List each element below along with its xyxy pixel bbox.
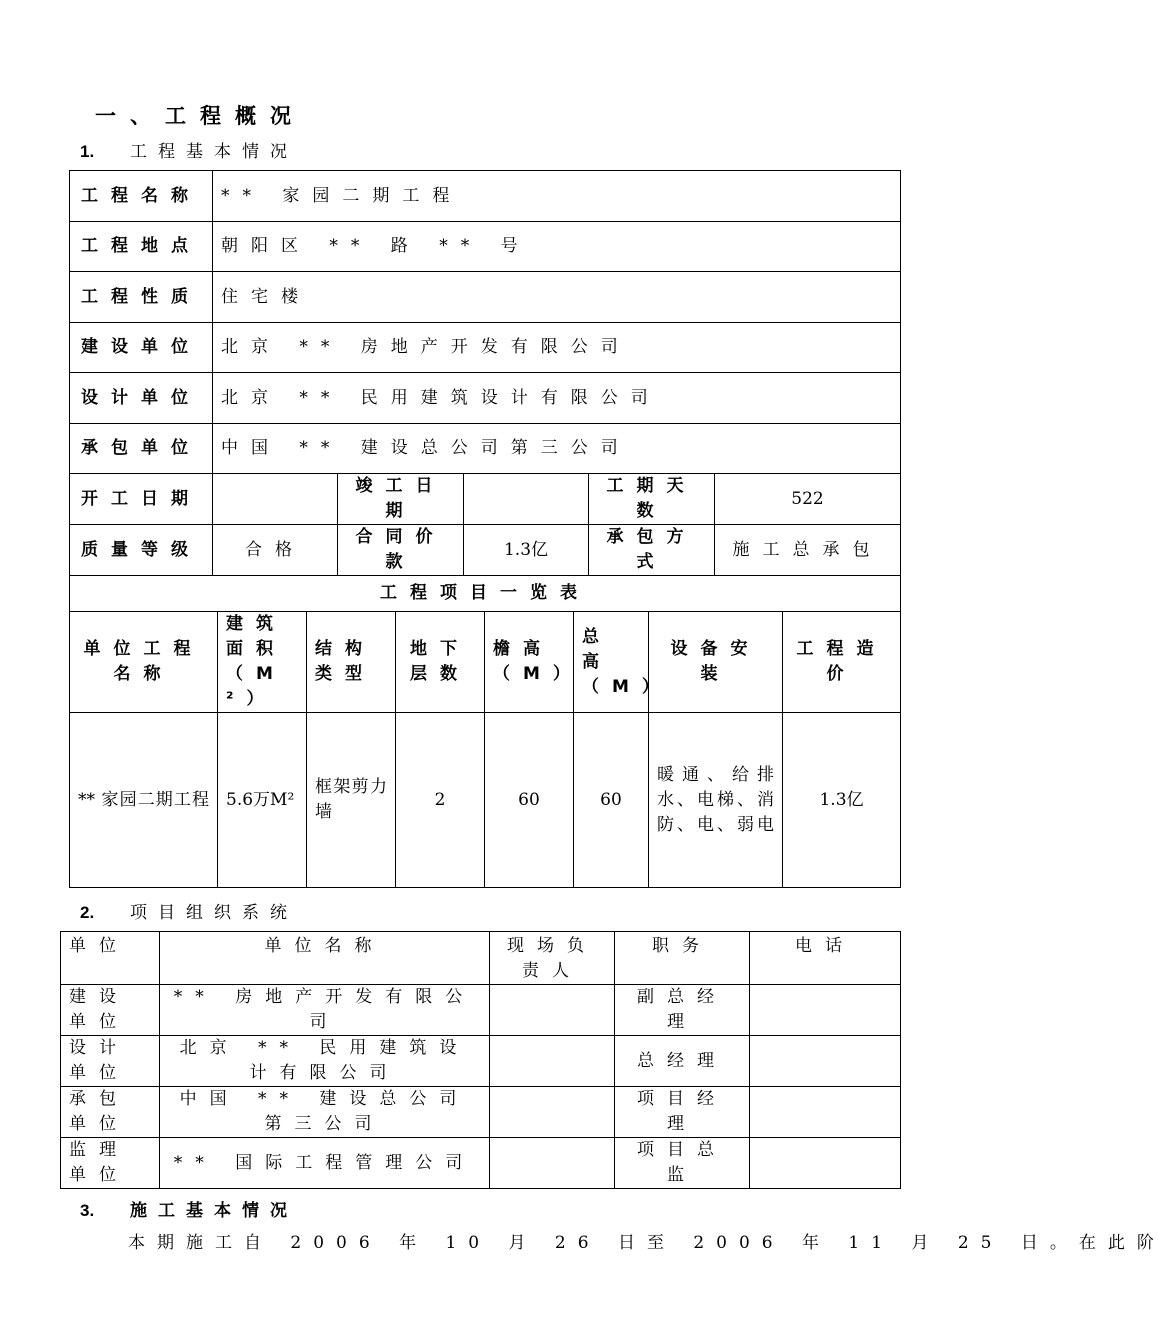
org-row-2-unit: 设计单位 (61, 1036, 160, 1087)
header-unit-name: 单位工程名称 (70, 612, 218, 713)
section-2-title: 项目组织系统 (130, 903, 298, 923)
project-name-value: ** 家园二期工程 (213, 171, 901, 222)
owner-label: 建设单位 (70, 323, 213, 373)
row-basement: 2 (396, 713, 485, 888)
header-cost: 工程造价 (783, 612, 901, 713)
org-row-4-phone (750, 1138, 901, 1189)
row-area: 5.6万M² (218, 713, 307, 888)
org-row-1-manager (490, 985, 615, 1036)
quality-value: 合格 (213, 525, 338, 576)
owner-value: 北京 ** 房地产开发有限公司 (213, 323, 901, 373)
designer-label: 设计单位 (70, 373, 213, 424)
row-cost: 1.3亿 (783, 713, 901, 888)
end-date-label: 竣工日期 (338, 474, 464, 525)
org-header-position: 职务 (615, 932, 750, 985)
org-row-3-manager (490, 1087, 615, 1138)
org-row-3-name: 中国 ** 建设总公司第三公司 (160, 1087, 490, 1138)
nature-label: 工程性质 (70, 272, 213, 323)
basic-info-table (69, 170, 901, 576)
header-equipment: 设备安装 (649, 612, 783, 713)
org-row-3-position: 项目经理 (615, 1087, 750, 1138)
project-items-table (69, 575, 901, 888)
org-row-4-unit: 监理单位 (61, 1138, 160, 1189)
org-row-1-phone (750, 985, 901, 1036)
items-table-title: 工程项目一览表 (70, 576, 901, 612)
start-date-value (213, 474, 338, 525)
nature-value: 住宅楼 (213, 272, 901, 323)
quality-label: 质量等级 (70, 525, 213, 576)
location-label: 工程地点 (70, 222, 213, 272)
row-total-height: 60 (574, 713, 649, 888)
org-row-1-name: ** 房地产开发有限公司 (160, 985, 490, 1036)
section-3-title: 施工基本情况 (130, 1201, 298, 1221)
org-header-site-manager: 现场负责人 (490, 932, 615, 985)
end-date-value (464, 474, 589, 525)
org-row-1-unit: 建设单位 (61, 985, 160, 1036)
header-total-height: 总高（M） (574, 612, 649, 713)
org-header-unit-name: 单位名称 (160, 932, 490, 985)
start-date-label: 开工日期 (70, 474, 213, 525)
designer-value: 北京 ** 民用建筑设计有限公司 (213, 373, 901, 424)
row-structure: 框架剪力墙 (307, 713, 396, 888)
org-row-4-manager (490, 1138, 615, 1189)
org-row-3-phone (750, 1087, 901, 1138)
contract-price-label: 合同价款 (338, 525, 464, 576)
section-3-number: 3. (80, 1201, 95, 1220)
contract-mode-value: 施工总承包 (715, 525, 901, 576)
org-row-2-position: 总经理 (615, 1036, 750, 1087)
duration-value: 522 (715, 474, 901, 525)
contractor-value: 中国 ** 建设总公司第三公司 (213, 424, 901, 474)
header-area: 建筑面积（M²） (218, 612, 307, 713)
construction-paragraph: 本期施工自 2006 年 10 月 26 日至 2006 年 11 月 25 日。在此阶 (128, 1233, 1166, 1253)
location-value: 朝阳区 ** 路 ** 号 (213, 222, 901, 272)
org-row-2-name: 北京 ** 民用建筑设计有限公司 (160, 1036, 490, 1087)
section-1-title: 工程基本情况 (130, 142, 298, 162)
header-basement: 地下层数 (396, 612, 485, 713)
duration-label: 工期天数 (589, 474, 715, 525)
project-name-label: 工程名称 (70, 171, 213, 222)
section-1-heading (80, 137, 298, 162)
header-eave-height: 檐高（M） (485, 612, 574, 713)
contract-price-value: 1.3亿 (464, 525, 589, 576)
document-heading: 一、工程概况 (95, 104, 305, 128)
section-3-heading (80, 1196, 298, 1221)
header-structure: 结构类型 (307, 612, 396, 713)
row-equipment: 暖通、给排水、电梯、消防、电、弱电 (649, 713, 783, 888)
org-row-2-manager (490, 1036, 615, 1087)
row-eave-height: 60 (485, 713, 574, 888)
org-row-4-position: 项目总监 (615, 1138, 750, 1189)
org-row-3-unit: 承包单位 (61, 1087, 160, 1138)
organization-table (60, 931, 901, 1189)
org-row-2-phone (750, 1036, 901, 1087)
org-header-phone: 电话 (750, 932, 901, 985)
contractor-label: 承包单位 (70, 424, 213, 474)
contract-mode-label: 承包方式 (589, 525, 715, 576)
row-unit-name: ** 家园二期工程 (70, 713, 218, 888)
org-row-1-position: 副总经理 (615, 985, 750, 1036)
org-row-4-name: ** 国际工程管理公司 (160, 1138, 490, 1189)
section-2-number: 2. (80, 903, 95, 922)
org-header-unit: 单位 (61, 932, 160, 985)
section-1-number: 1. (80, 142, 95, 161)
section-2-heading (80, 898, 298, 923)
